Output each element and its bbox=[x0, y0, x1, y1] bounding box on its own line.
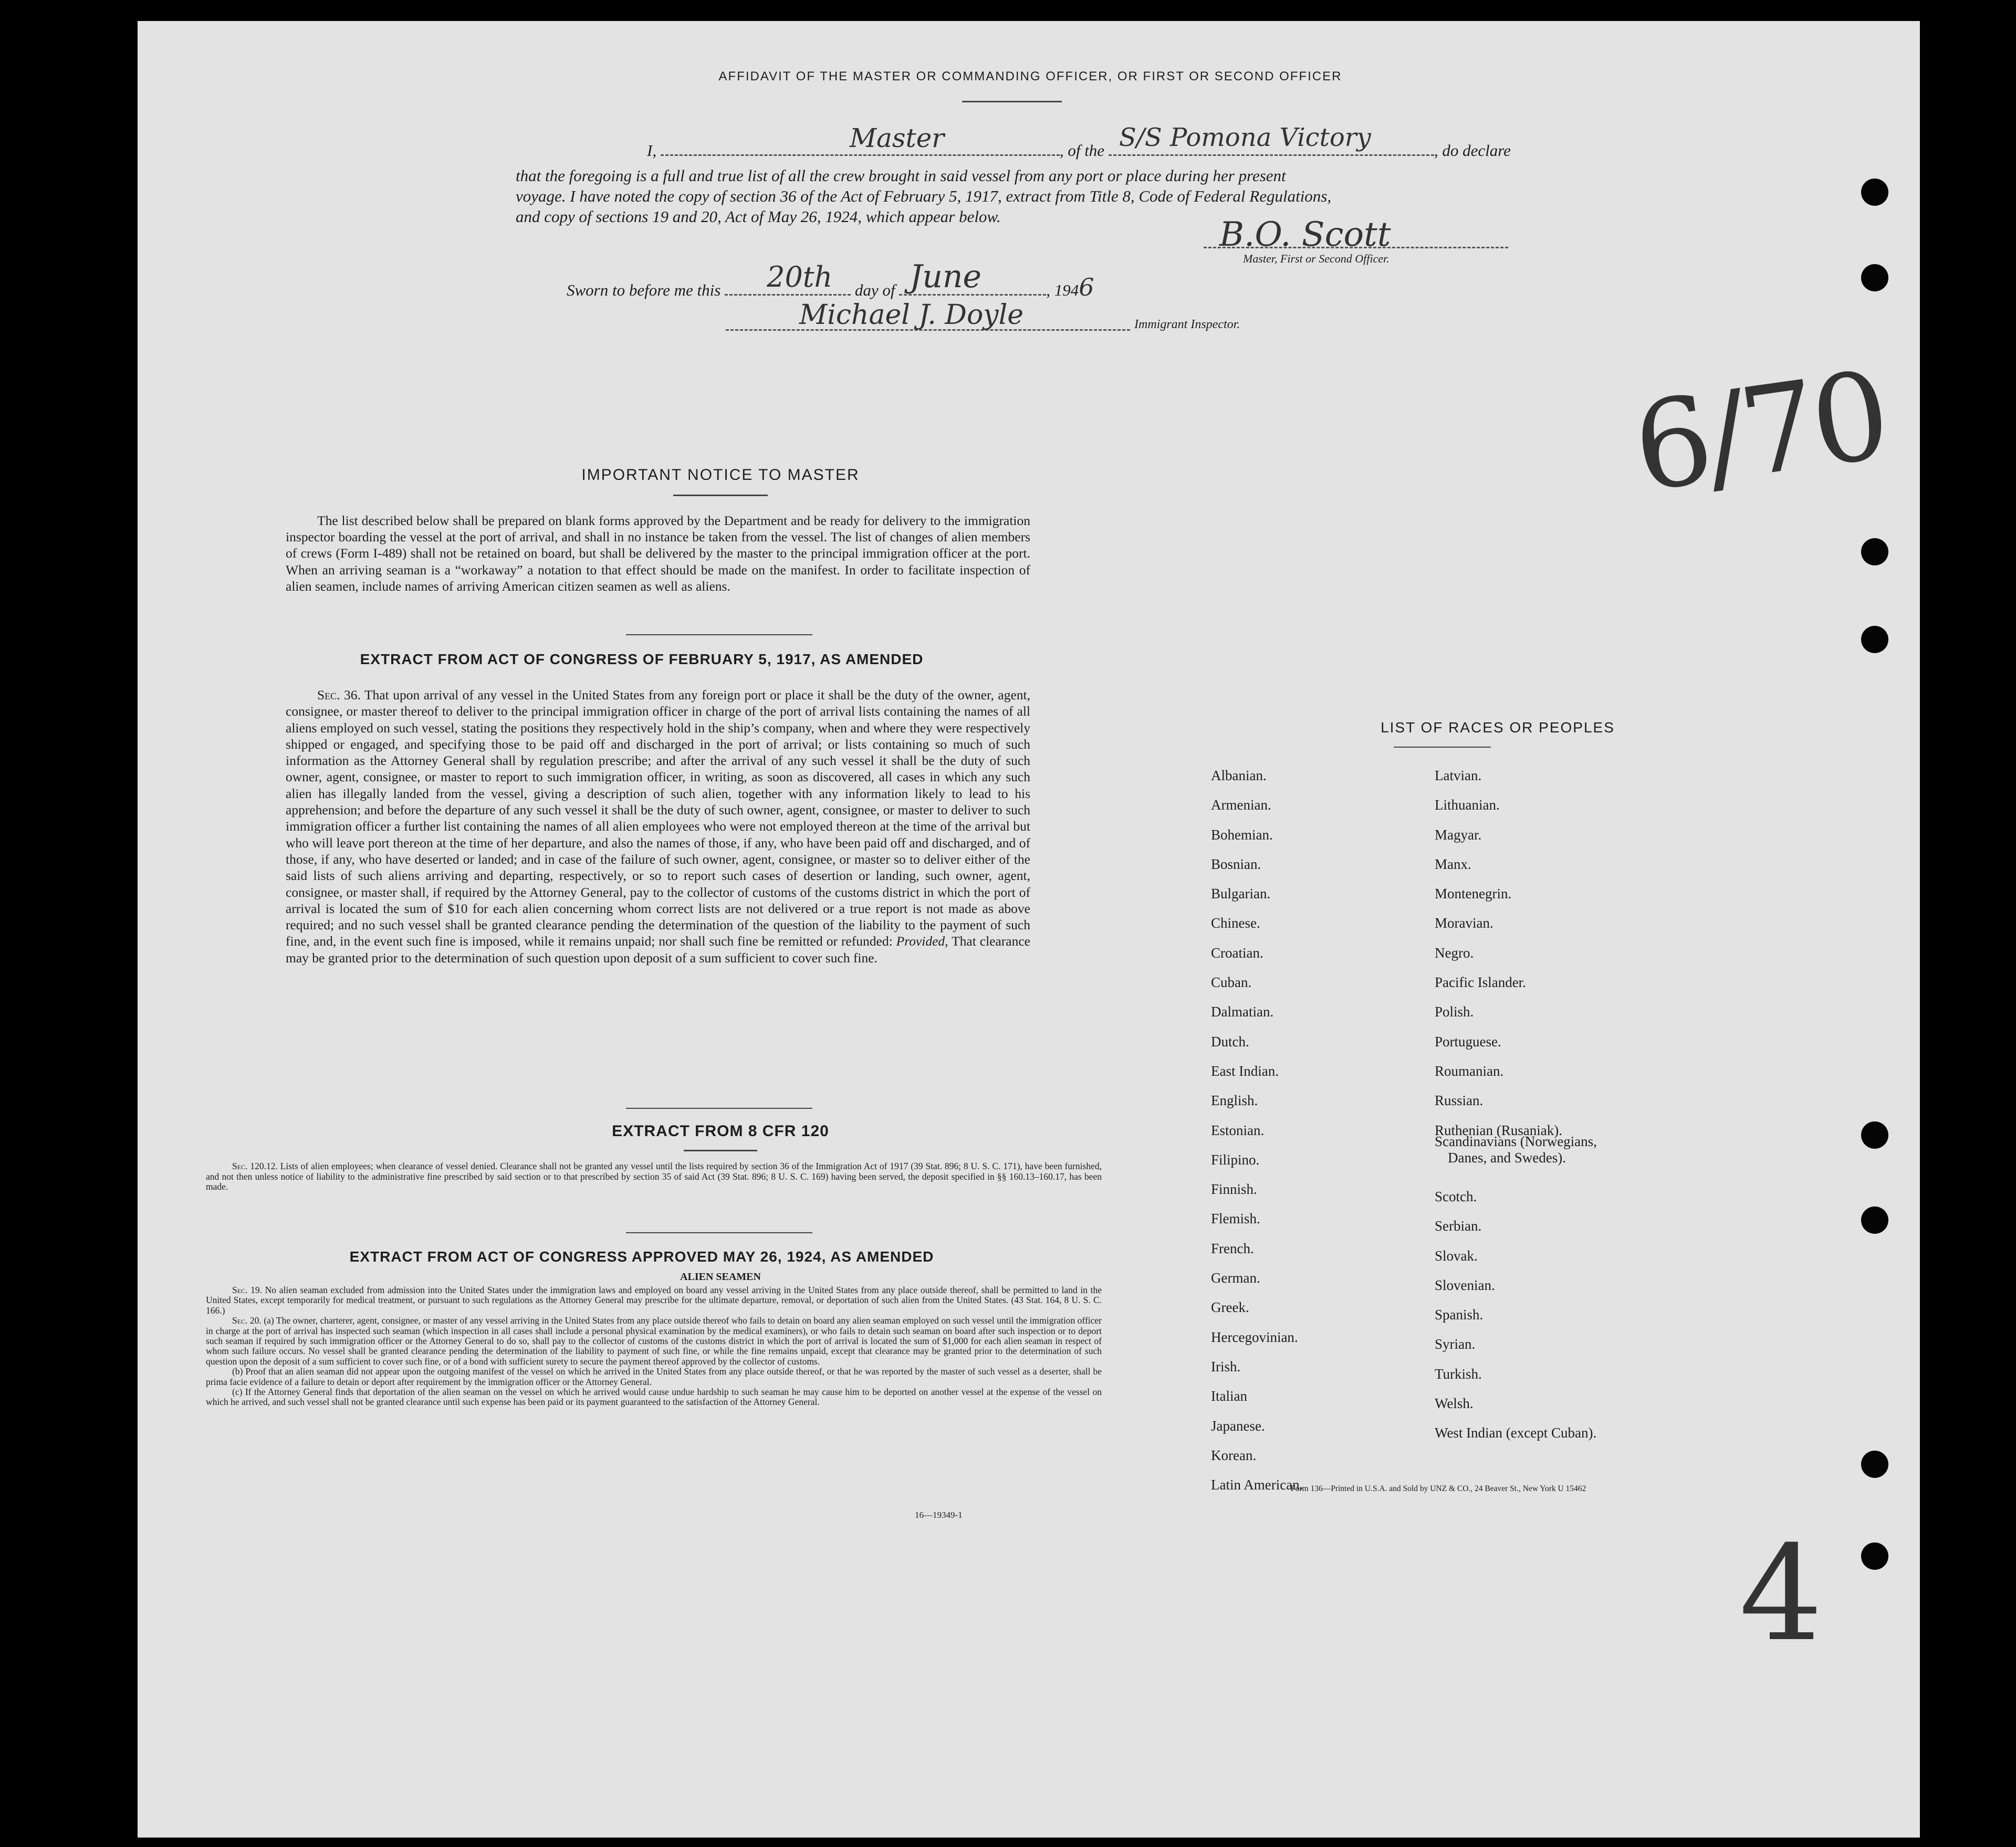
affidavit-body-line: voyage. I have noted the copy of section 36 of the Act of February 5, 1917, extract from Title 8, Code of Federal Regulations, bbox=[516, 187, 1332, 205]
race-item: Flemish. bbox=[1211, 1211, 1260, 1227]
race-item: Italian bbox=[1211, 1388, 1247, 1404]
sec120-text: Lists of alien employees; when clearance of vessel denied. Clearance shall not be granted any vessel until the lists required by section 36 of the Immigration Act of 1917 (39 Stat. 896; 8 U. S. C. 171), have been furnished, and not then unless notice of liability to the administrative fine prescribed by said section or to that prescribed by section 35 of said Act (39 Stat. 896; 8 U. S. C. 169) having been served, the deposit specified in §§ 160.13–160.17, has been made. bbox=[206, 1161, 1102, 1192]
affidavit-body-line: and copy of sections 19 and 20, Act of May 26, 1924, which appear below. bbox=[516, 207, 1001, 226]
race-item: Chinese. bbox=[1211, 915, 1260, 931]
sec19-text: No alien seaman excluded from admission into the United States under the immigration laws and employed on board any vessel arriving in the United States from any place outside thereof, shall be permitted to land in the United States, except temporarily for medical treatment, or pursuant to such regulations as the Attorney General may prescribe for the ultimate departure, removal, or deportation of such alien from the United States. (43 Stat. 164, 8 U. S. C. 166.) bbox=[206, 1285, 1102, 1316]
race-item: Negro. bbox=[1435, 945, 1474, 961]
act1924-heading: EXTRACT FROM ACT OF CONGRESS APPROVED MAY 26, 1924, AS AMENDED bbox=[349, 1248, 934, 1265]
do-declare-label: , do declare bbox=[1434, 141, 1511, 160]
race-item: West Indian (except Cuban). bbox=[1435, 1425, 1597, 1441]
alien-seamen-heading: ALIEN SEAMEN bbox=[680, 1271, 761, 1283]
signature-line bbox=[1204, 242, 1508, 248]
race-item: French. bbox=[1211, 1240, 1254, 1256]
cfr-body bbox=[206, 1161, 1102, 1192]
year-handwriting: 6 bbox=[1079, 273, 1094, 301]
notice-body bbox=[286, 512, 1030, 594]
act1917-heading: EXTRACT FROM ACT OF CONGRESS OF FEBRUARY 5, 1917, AS AMENDED bbox=[360, 651, 924, 667]
master-field bbox=[661, 123, 1060, 156]
master-signature: B.O. Scott bbox=[1219, 215, 1391, 254]
races-heading: LIST OF RACES OR PEOPLES bbox=[1381, 719, 1615, 736]
race-item: Syrian. bbox=[1435, 1336, 1476, 1352]
race-item: Japanese. bbox=[1211, 1418, 1265, 1434]
divider bbox=[1394, 747, 1491, 748]
race-item: Moravian. bbox=[1435, 915, 1493, 931]
month-handwriting: June bbox=[910, 258, 982, 295]
provided-word: Provided, bbox=[896, 933, 948, 949]
binder-hole bbox=[1861, 1206, 1888, 1234]
race-item: Albanian. bbox=[1211, 768, 1267, 783]
race-item: Lithuanian. bbox=[1435, 797, 1500, 813]
divider bbox=[962, 101, 1062, 102]
race-item: Polish. bbox=[1435, 1004, 1474, 1020]
form-code: 16—19349-1 bbox=[915, 1510, 963, 1520]
affidavit-heading: AFFIDAVIT OF THE MASTER OR COMMANDING OFFICER, OR FIRST OR SECOND OFFICER bbox=[718, 69, 1342, 83]
race-item: Greek. bbox=[1211, 1299, 1249, 1316]
race-item: Ruthenian (Rusaniak). bbox=[1435, 1122, 1562, 1138]
binder-hole bbox=[1861, 626, 1888, 653]
race-item: Estonian. bbox=[1211, 1122, 1265, 1138]
races-column-2-bottom bbox=[1435, 1182, 1697, 1448]
divider bbox=[626, 1108, 812, 1109]
races-column-2-top bbox=[1435, 761, 1697, 1145]
affidavit-body-line: that the foregoing is a full and true list of all the crew brought in said vessel from any port or place during her present bbox=[516, 166, 1286, 185]
race-item: German. bbox=[1211, 1270, 1260, 1286]
race-item: Cuban. bbox=[1211, 974, 1252, 991]
sec20a-text: (a) The owner, charterer, agent, consignee, or master of any vessel arriving in the United States from any place outside thereof who fails to detain on board any alien seaman employed on such vessel until the immigration officer in charge at the port of arrival has inspected such seaman (which inspection in all cases shall include a personal physical examination by the medical examiners), or who fails to detain such seaman on board after such inspection or to deport such seaman if required by such immigration officer or the Attorney General to do so, shall pay to the collector of customs of the customs district in which the port of arrival is located the sum of $1,000 for each alien seaman in respect of whom such failure occurs. No vessel shall be granted clearance pending the determination of the liability to payment of such fine, or while the fine remains unpaid, except that clearance may be granted prior to the determination of such question upon the deposit of a sum sufficient to cover such fine, or of a bond with sufficient surety to secure the payment thereof approved by the collector of customs. bbox=[206, 1315, 1102, 1367]
inspector-label: Immigrant Inspector. bbox=[1134, 318, 1240, 331]
race-item: Scotch. bbox=[1435, 1189, 1477, 1204]
divider bbox=[626, 634, 812, 635]
races-column-1 bbox=[1211, 761, 1411, 1499]
affidavit-line-1 bbox=[563, 123, 1645, 160]
binder-hole bbox=[1861, 1542, 1888, 1570]
race-item: Serbian. bbox=[1435, 1218, 1482, 1234]
race-item: Korean. bbox=[1211, 1447, 1257, 1463]
act1924-body bbox=[206, 1285, 1102, 1408]
sec36-label: Sec. 36. bbox=[317, 687, 361, 702]
of-the-label: , of the bbox=[1059, 141, 1105, 160]
divider bbox=[673, 495, 768, 496]
race-item: Manx. bbox=[1435, 856, 1471, 872]
race-item: Roumanian. bbox=[1435, 1063, 1504, 1079]
sworn-label: Sworn to before me this bbox=[567, 281, 721, 299]
sec19-para bbox=[206, 1285, 1102, 1316]
i-label: I, bbox=[647, 141, 657, 160]
binder-hole bbox=[1861, 264, 1888, 291]
race-item: Bohemian. bbox=[1211, 826, 1273, 843]
race-item: Magyar. bbox=[1435, 826, 1482, 843]
fraction-annotation: 6/70 bbox=[1625, 345, 1893, 519]
race-item: Armenian. bbox=[1211, 797, 1271, 813]
race-item: East Indian. bbox=[1211, 1063, 1279, 1079]
cfr-heading: EXTRACT FROM 8 CFR 120 bbox=[612, 1122, 829, 1140]
race-item: Welsh. bbox=[1435, 1395, 1474, 1412]
race-item: Dalmatian. bbox=[1211, 1004, 1274, 1020]
race-item: Latvian. bbox=[1435, 768, 1482, 783]
sec20c-text: (c) If the Attorney General finds that deportation of the alien seaman on the vessel on which he arrived would cause undue hardship to such seaman he may cause him to be deported on another vessel at the expense of the vessel on which he arrived, and such vessel shall not be granted clearance until such expense has been paid or its payment guaranteed to the satisfaction of the Attorney General. bbox=[206, 1387, 1102, 1408]
binder-hole bbox=[1861, 179, 1888, 206]
race-item: Scandinavians (Norwegians, bbox=[1435, 1134, 1597, 1149]
race-item: Pacific Islander. bbox=[1435, 974, 1526, 991]
race-item: Croatian. bbox=[1211, 945, 1263, 961]
race-item: Bosnian. bbox=[1211, 856, 1261, 872]
race-item: Portuguese. bbox=[1435, 1033, 1501, 1050]
day-of-label: day of bbox=[854, 281, 895, 299]
notice-heading: IMPORTANT NOTICE TO MASTER bbox=[581, 466, 860, 484]
act1917-body bbox=[286, 687, 1030, 966]
sec19-label: Sec. 19. bbox=[232, 1285, 262, 1295]
sec20b-text: (b) Proof that an alien seaman did not appear upon the outgoing manifest of the vessel on which he arrived in the United States from any place outside thereof, or that he was reported by the master of such vessel as a deserter, shall be prima facie evidence of a failure to detain or deport after requirement by the immigration officer or the Attorney General. bbox=[206, 1366, 1102, 1387]
race-item: Danes, and Swedes). bbox=[1448, 1150, 1566, 1166]
month-field bbox=[899, 258, 1046, 296]
master-handwriting: Master bbox=[849, 123, 945, 153]
divider bbox=[684, 1150, 757, 1151]
race-item: Irish. bbox=[1211, 1358, 1241, 1374]
sec36-tail: That clearance may be granted prior to the determination of such question upon deposit of a sum sufficient to cover such fine. bbox=[286, 933, 1031, 966]
race-item: Spanish. bbox=[1435, 1307, 1484, 1323]
year-print: , 194 bbox=[1046, 281, 1079, 299]
sec36-text: That upon arrival of any vessel in the United States from any foreign port or place it shall be the duty of the owner, agent, consignee, or master thereof to deliver to the principal immigration officer in charge of the port of arrival lists containing the names of all aliens employed on such vessel, stating the positions they respectively hold in the ship’s company, when and where they were respectively shipped or engaged, and specifying those to be paid off and discharged in the port of arrival; or lists containing so much of such information as the Attorney General shall by regulation prescribe; and after the arrival of any such vessel it shall be the duty of such owner, agent, consignee, or master to report to such immigration officer, in writing, as soon as discovered, all cases in which any such alien has illegally landed from the vessel, giving a description of such alien, together with any information likely to lead to his apprehension; and before the departure of any such vessel it shall be the duty of such owner, agent, consignee, or master to deliver to such immigration officer a further list containing the names of all alien employees who were not employed thereon at the time of the arrival but who will leave port thereon at the time of her departure, and also the names of those, if any, who have been paid off and discharged, and of those, if any, who have deserted or landed; and in case of the failure of such owner, agent, consignee, or master so to deliver either of the said lists of such aliens arriving and departing, respectively, or so to report such cases of desertion or landing, such owner, agent, consignee, or master shall, if required by the Attorney General, pay to the collector of customs of the customs district in which the port of arrival is located the sum of $10 for each alien concerning whom correct lists are not delivered or a true report is not made as above required; and no such vessel shall be granted clearance pending the determination of the question of the liability to the payment of such fine, and, in the event such fine is imposed, while it remains unpaid; nor shall such fine be remitted or refunded: bbox=[286, 687, 1030, 949]
sec120-label: Sec. 120.12. bbox=[232, 1161, 278, 1171]
sec20-label: Sec. 20. bbox=[232, 1315, 262, 1326]
printer-footer: Form 136—Printed in U.S.A. and Sold by UNZ & CO., 24 Beaver St., New York U 15462 bbox=[1291, 1484, 1586, 1493]
binder-hole bbox=[1861, 1121, 1888, 1149]
race-item: Dutch. bbox=[1211, 1033, 1249, 1050]
race-item: Montenegrin. bbox=[1435, 886, 1512, 902]
race-item: Finnish. bbox=[1211, 1181, 1257, 1198]
race-item: Filipino. bbox=[1211, 1151, 1260, 1168]
notice-text: The list described below shall be prepared on blank forms approved by the Department and be ready for delivery to the immigration inspector boarding the vessel at the port of arrival, and shall in no instance be taken from the vessel. The list of changes of alien members of crews (Form I-489) shall not be retained on board, but shall be delivered by the master to the principal immigration officer at the port. When an arriving seaman is a “workaway” a notation to that effect should be made on the manifest. In order to facilitate inspection of alien seamen, include names of arriving American citizen seamen as well as aliens. bbox=[286, 513, 1030, 594]
binder-hole bbox=[1861, 1451, 1888, 1478]
binder-hole bbox=[1861, 538, 1888, 565]
race-item: Hercegovinian. bbox=[1211, 1329, 1298, 1345]
divider bbox=[626, 1232, 812, 1233]
signature-label: Master, First or Second Officer. bbox=[1243, 252, 1390, 265]
vessel-handwriting: S/S Pomona Victory bbox=[1119, 123, 1371, 152]
race-item: Bulgarian. bbox=[1211, 886, 1271, 902]
race-item: Turkish. bbox=[1435, 1366, 1482, 1382]
race-item: English. bbox=[1211, 1093, 1258, 1109]
day-field bbox=[725, 260, 851, 296]
race-item: Slovak. bbox=[1435, 1247, 1478, 1264]
sec20-para bbox=[206, 1316, 1102, 1367]
day-handwriting: 20th bbox=[767, 260, 833, 293]
scandinavians-entry bbox=[1435, 1134, 1597, 1166]
vessel-field bbox=[1109, 123, 1434, 156]
page-number-annotation: 4 bbox=[1739, 1517, 1823, 1670]
inspector-signature: Michael J. Doyle bbox=[799, 299, 1024, 331]
document-page bbox=[138, 21, 1920, 1838]
race-item: Slovenian. bbox=[1435, 1277, 1495, 1293]
race-item: Russian. bbox=[1435, 1093, 1484, 1109]
race-item: Latin American. bbox=[1211, 1477, 1303, 1493]
